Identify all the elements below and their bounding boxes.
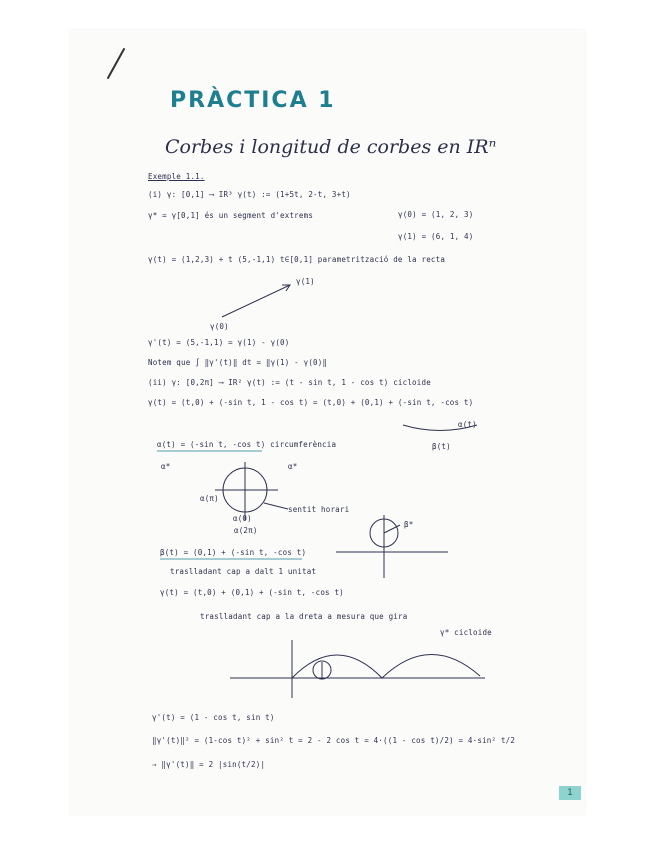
label-beta-star: β*	[404, 520, 414, 529]
label-sense: sentit horari	[288, 505, 350, 514]
line-gamma1: γ(1) = (6, 1, 4)	[398, 232, 474, 241]
page-subtitle: Corbes i longitud de corbes en IRⁿ	[165, 136, 497, 158]
line-segment: γ* = γ[0,1] és un segment d'extrems	[148, 211, 314, 220]
line-gamma0: γ(0) = (1, 2, 3)	[398, 210, 474, 219]
line-norm: ⇒ ‖γ'(t)‖ = 2 |sin(t/2)|	[152, 760, 266, 769]
label-alpha-0: α(0)	[233, 514, 252, 523]
page-title: PRÀCTICA 1	[170, 88, 336, 113]
label-alpha-t: α(t)	[458, 420, 477, 429]
line-norm-squared: ‖γ'(t)‖² = (1-cos t)² + sin² t = 2 - 2 cos t = 4·((1 - cos t)/2) = 4·sin² t/2	[152, 736, 516, 745]
line-alpha: α(t) = (-sin t, -cos t) circumferència	[157, 440, 337, 449]
page-number: 1	[559, 786, 581, 800]
line-gamma-prime: γ'(t) = (1 - cos t, sin t)	[152, 713, 275, 722]
line-note: Notem que ∫ ‖γ'(t)‖ dt = ‖γ(1) - γ(0)‖	[148, 358, 328, 367]
label-g0: γ(0)	[210, 322, 229, 331]
line-gamma-sum: γ(t) = (t,0) + (0,1) + (-sin t, -cos t)	[160, 588, 344, 597]
label-g1: γ(1)	[296, 277, 315, 286]
label-alpha-pi: α(π)	[200, 494, 219, 503]
label-alpha-2pi: α(2π)	[234, 526, 258, 535]
line-translate-right: traslladant cap a la dreta a mesura que gira	[200, 612, 408, 621]
line-curve-def-2: (ii) γ: [0,2π] ⟶ IR² γ(t) := (t - sin t, 1 - cos t) cicloide	[148, 378, 431, 387]
line-beta: β(t) = (0,1) + (-sin t, -cos t)	[160, 548, 307, 557]
line-derivative: γ'(t) = (5,-1,1) = γ(1) - γ(0)	[148, 338, 290, 347]
label-alpha-star-right: α*	[288, 462, 298, 471]
line-decomp: γ(t) = (t,0) + (-sin t, 1 - cos t) = (t,0) + (0,1) + (-sin t, -cos t)	[148, 398, 474, 407]
line-curve-def-1: (i) γ: [0,1] ⟶ IR³ γ(t) := (1+5t, 2-t, 3+t)	[148, 190, 351, 199]
line-translate-up: traslladant cap a dalt 1 unitat	[170, 567, 317, 576]
label-alpha-star-left: α*	[161, 462, 171, 471]
line-param: γ(t) = (1,2,3) + t (5,-1,1) t∈[0,1] parametrització de la recta	[148, 255, 446, 264]
section-heading: Exemple 1.1.	[148, 172, 205, 181]
label-beta-t: β(t)	[432, 442, 451, 451]
label-gamma-star: γ* cicloide	[440, 628, 492, 637]
